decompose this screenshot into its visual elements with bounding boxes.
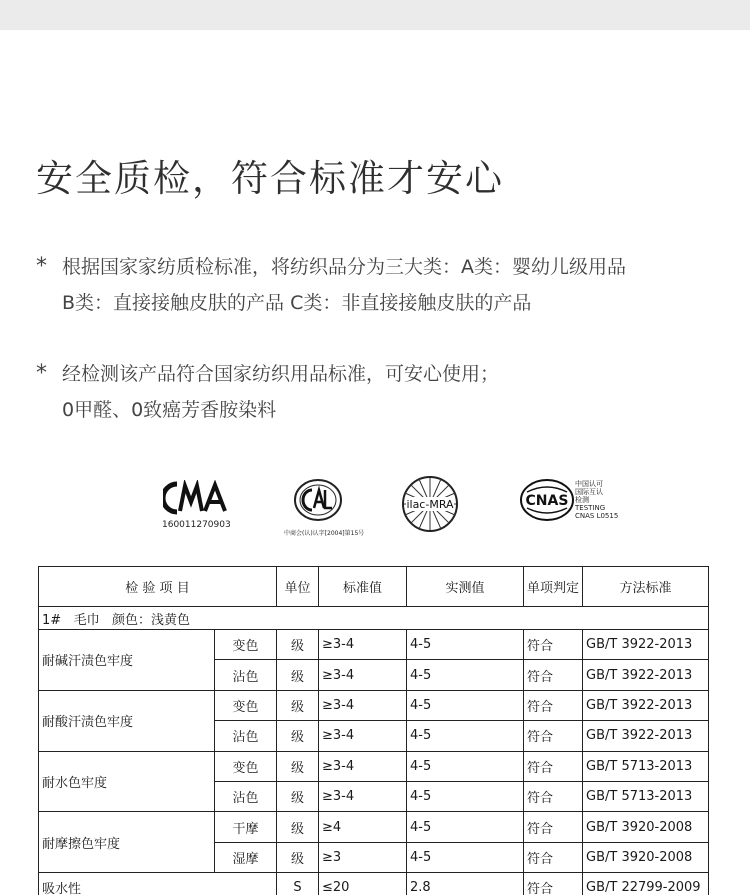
judgement-cell: 符合: [524, 690, 583, 720]
judgement-cell: 符合: [524, 812, 583, 842]
test-item: 耐酸汗渍色牢度: [39, 690, 215, 751]
measured-cell: 4-5: [407, 842, 524, 872]
unit-cell: 级: [277, 721, 319, 751]
unit-cell: 级: [277, 690, 319, 720]
sample-info: 1# 毛巾 颜色：浅黄色: [39, 607, 709, 630]
measured-cell: 2.8: [407, 873, 524, 895]
bullet-line: 0甲醛、0致癌芳香胺染料: [62, 399, 277, 421]
method-cell: GB/T 3920-2008: [583, 842, 709, 872]
col-header-unit: 单位: [277, 567, 319, 607]
table-row: [39, 873, 709, 895]
sub-item: 沾色: [215, 721, 277, 751]
judgement-cell: 符合: [524, 660, 583, 690]
cnas-text: CNAS: [525, 493, 569, 509]
standard-cell: ≥3-4: [319, 690, 407, 720]
col-header-standard: 标准值: [319, 567, 407, 607]
ilac-mra-logo-icon: [401, 475, 459, 533]
cnas-logo-icon: [519, 478, 619, 524]
judgement-cell: 符合: [524, 721, 583, 751]
bullet-standards: [36, 249, 626, 321]
method-cell: GB/T 5713-2013: [583, 781, 709, 811]
table-row: [39, 690, 709, 720]
cal-caption: 中商会(认)认字[2004]第15号: [284, 530, 365, 537]
method-cell: GB/T 22799-2009: [583, 873, 709, 895]
col-header-measured: 实测值: [407, 567, 524, 607]
measured-cell: 4-5: [407, 781, 524, 811]
asterisk-icon: *: [36, 361, 47, 386]
col-header-judgement: 单项判定: [524, 567, 583, 607]
measured-cell: 4-5: [407, 630, 524, 660]
col-header-item: 检 验 项 目: [39, 567, 277, 607]
method-cell: GB/T 3922-2013: [583, 721, 709, 751]
method-cell: GB/T 3922-2013: [583, 660, 709, 690]
judgement-cell: 符合: [524, 842, 583, 872]
unit-cell: 级: [277, 812, 319, 842]
asterisk-icon: *: [36, 254, 47, 279]
table-header-row: [39, 567, 709, 607]
ilac-text: ilac-MRA: [406, 498, 454, 511]
sub-item: 变色: [215, 751, 277, 781]
measured-cell: 4-5: [407, 751, 524, 781]
unit-cell: 级: [277, 660, 319, 690]
standard-cell: ≥3-4: [319, 751, 407, 781]
method-cell: GB/T 3922-2013: [583, 630, 709, 660]
sub-item: 变色: [215, 630, 277, 660]
standard-cell: ≥4: [319, 812, 407, 842]
bullet-line: 根据国家家纺质检标准，将纺织品分为三大类：A类：婴幼儿级用品: [62, 256, 626, 278]
bullet-line: 经检测该产品符合国家纺织用品标准，可安心使用；: [62, 363, 500, 385]
standard-cell: ≥3-4: [319, 721, 407, 751]
cma-caption: 160011270903: [162, 520, 231, 530]
sub-item: 沾色: [215, 781, 277, 811]
sub-item: 湿摩: [215, 842, 277, 872]
unit-cell: S: [277, 873, 319, 895]
unit-cell: 级: [277, 630, 319, 660]
judgement-cell: 符合: [524, 781, 583, 811]
measured-cell: 4-5: [407, 690, 524, 720]
judgement-cell: 符合: [524, 873, 583, 895]
measured-cell: 4-5: [407, 721, 524, 751]
test-item: 耐碱汗渍色牢度: [39, 630, 215, 691]
sample-row: [39, 607, 709, 630]
judgement-cell: 符合: [524, 630, 583, 660]
test-item: 耐水色牢度: [39, 751, 215, 812]
sub-item: 沾色: [215, 660, 277, 690]
unit-cell: 级: [277, 842, 319, 872]
table-row: [39, 751, 709, 781]
method-cell: GB/T 3922-2013: [583, 690, 709, 720]
method-cell: GB/T 3920-2008: [583, 812, 709, 842]
test-report-table: [38, 566, 709, 895]
method-cell: GB/T 5713-2013: [583, 751, 709, 781]
cnas-side-caption: 中国认可 国际互认 检测 TESTING CNAS L0515: [575, 480, 619, 520]
sub-item: 干摩: [215, 812, 277, 842]
measured-cell: 4-5: [407, 660, 524, 690]
table-row: [39, 812, 709, 842]
measured-cell: 4-5: [407, 812, 524, 842]
standard-cell: ≥3: [319, 842, 407, 872]
bullet-line: B类：直接接触皮肤的产品 C类：非直接接触皮肤的产品: [62, 292, 532, 314]
certification-logos: [0, 470, 750, 540]
unit-cell: 级: [277, 751, 319, 781]
bullet-tested: [36, 356, 499, 428]
page-title: 安全质检，符合标准才安心: [36, 157, 504, 200]
unit-cell: 级: [277, 781, 319, 811]
top-bar: [0, 0, 750, 30]
judgement-cell: 符合: [524, 751, 583, 781]
standard-cell: ≥3-4: [319, 781, 407, 811]
test-item: 吸水性: [39, 873, 277, 895]
cma-logo-icon: [162, 480, 231, 530]
standard-cell: ≥3-4: [319, 630, 407, 660]
standard-cell: ≤20: [319, 873, 407, 895]
test-item: 耐摩擦色牢度: [39, 812, 215, 873]
cal-logo-icon: [284, 478, 365, 537]
sub-item: 变色: [215, 690, 277, 720]
table-row: [39, 630, 709, 660]
standard-cell: ≥3-4: [319, 660, 407, 690]
col-header-method: 方法标准: [583, 567, 709, 607]
test-report-table-wrap: [38, 566, 708, 895]
